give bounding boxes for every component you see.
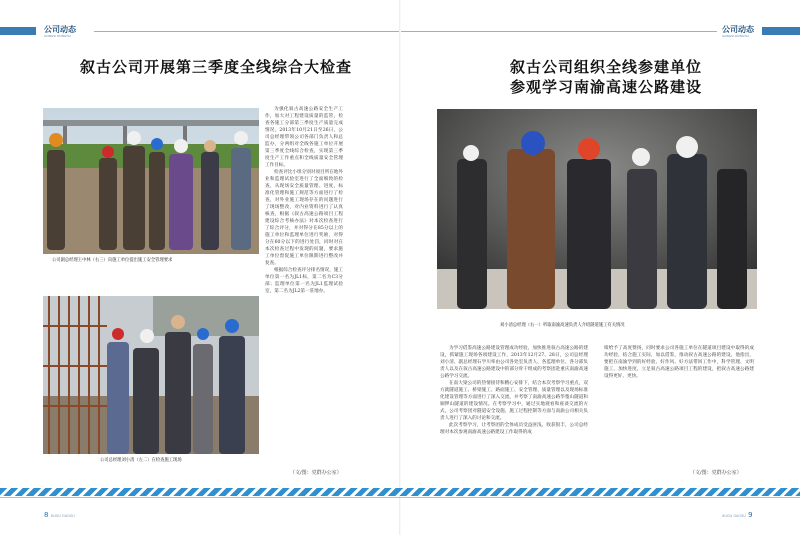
right-section-label: 公司动态 (722, 25, 754, 34)
left-page-number-value: 8 (44, 511, 49, 519)
left-article-title: 叙古公司开展第三季度全线综合大检查 (80, 58, 353, 76)
right-page-number (722, 511, 753, 519)
left-page-number (44, 511, 75, 519)
inspection-photo-2 (43, 296, 259, 454)
right-page-sub: XUGU GAOSU (722, 514, 746, 518)
page-gutter (399, 0, 401, 535)
footer-thin-line (0, 497, 800, 498)
right-paragraph-2: 在南大梁公司的热情接待和精心安排下，结合本次考察学习重点，双方就隧道施工、桥梁施工、路面施工、安全管理、质量管理以及现场标准化建设管理等方面进行了深入交流，并考察了南渝高速公路华蓥山隧道和铜锣山隧道的建设情况。在考察学习中，通过实地观看和座谈交流的方式，公司考察团对隧道安全设施、施工过程控制等方面与南渝公司相关负责人进行了深入的讨论和交流。 (440, 381, 588, 421)
right-page-number-value: 9 (748, 511, 753, 519)
left-section-label: 公司动态 (44, 25, 76, 34)
right-paragraph-3: 此次考察学习，让考察团的全体成员受益匪浅，收获很丰，公司总经理对本次参观南渝高速公路建设工作取得的成 (440, 423, 588, 435)
left-paragraph-1: 为强化叙古高速公路安全生产工作，加大对工程建设质量的监管，检查各施工分部第三季度生产质量完成情况，2013年10月21日至26日，公司总经理带领公司各部门负责人和总监办，分两组对全线各施工单位开展第三季度全线综合检查，实现第三季度生产工作重点和全线质量安全管理工作目标。 (265, 107, 343, 168)
right-article-col-1 (440, 345, 588, 457)
left-paragraph-2: 检查评比小组分别对项目所在地外业和监理试验室进行了全面细致的检查，从现场安全质量管理、进度、标准化管理和施工规范等方面进行了检查，对外业施工现场存在的问题进行了现场整改，对内业资料进行了认真核查，根据《叙古高速公路项目工程建设综合考核办法》对本次检查进行了综合评分，并对得分在85分以上的施工单位和监理单位进行奖励，对得分在60分以下的进行处罚，同时对在本次检查过程中发现的问题，要求施工单位督促施工单位限期进行整改并复查。 (265, 170, 343, 266)
left-section-sub: GONGSI DONGTAI (44, 34, 71, 38)
left-article-body (265, 106, 343, 464)
right-article-title-line-1: 叙古公司组织全线参建单位 (510, 58, 703, 76)
left-signoff: （文/图：党群办公室） (290, 470, 342, 476)
footer-stripe (0, 488, 800, 496)
right-article-col-2 (604, 345, 754, 405)
right-section-sub: GONGSI DONGTAI (722, 34, 749, 38)
left-page-sub: XUGU GAOSU (50, 514, 75, 518)
left-header-bar (0, 27, 36, 35)
inspection-photo-1 (43, 108, 259, 254)
inspection-photo-1-image (43, 108, 259, 254)
inspection-photo-2-image (43, 296, 259, 454)
photo-2-caption: 公司总经理刘小清（左二）在检查施工现场 (100, 458, 182, 463)
right-signoff: （文/图：党群办公室） (690, 470, 742, 476)
tunnel-photo (437, 109, 757, 309)
tunnel-photo-image (437, 109, 757, 309)
right-paragraph-1: 为学习借鉴高速公路建设管理成功经验，加快推进叙古高速公路的建设，抓紧施工现场各项建设工作，2013年12月27、28日，公司总经理刘小清、副总经理石学川率由公司各处室负责人、各监理单位、各分部负责人以及在叙古高速公路建设中的部分骨干组成的考察团赴重庆南渝高速公路学习交流。 (440, 346, 588, 379)
right-header-bar (762, 27, 800, 35)
tunnel-photo-caption: 刘小清总经理（右一）听取南渝高速负责人介绍隧道施工有关情况 (500, 323, 625, 328)
left-header-bar-right (94, 31, 400, 32)
right-paragraph-4: 绩给予了高度赞扬，同时要求公司各施工单位在隧道项目建设中取得的成功经验，结合施工实际，加以借鉴，推动叙古高速公路的建设。他指出，要把在南渝学到的好经验、好作风、好方法带回工作中，科学管理、文明施工、加快进度，立足叙古高速公路项目工程的建设，把叙古高速公路建设得更好、更快。 (604, 346, 754, 379)
photo-1-caption: 公司副总经理王中林（右三）向施工单位提出施工安全管理要求 (52, 258, 173, 263)
right-header-bar-left (401, 31, 717, 32)
right-article-title-line-2: 参观学习南渝高速公路建设 (510, 78, 703, 96)
left-paragraph-3: 根据综合检查评分排名情况，施工单位第一名为JL1标，第二名为C3分部；监理单位第一名为JL1监理试验室，第二名为JL2第一驻地办。 (265, 268, 343, 294)
